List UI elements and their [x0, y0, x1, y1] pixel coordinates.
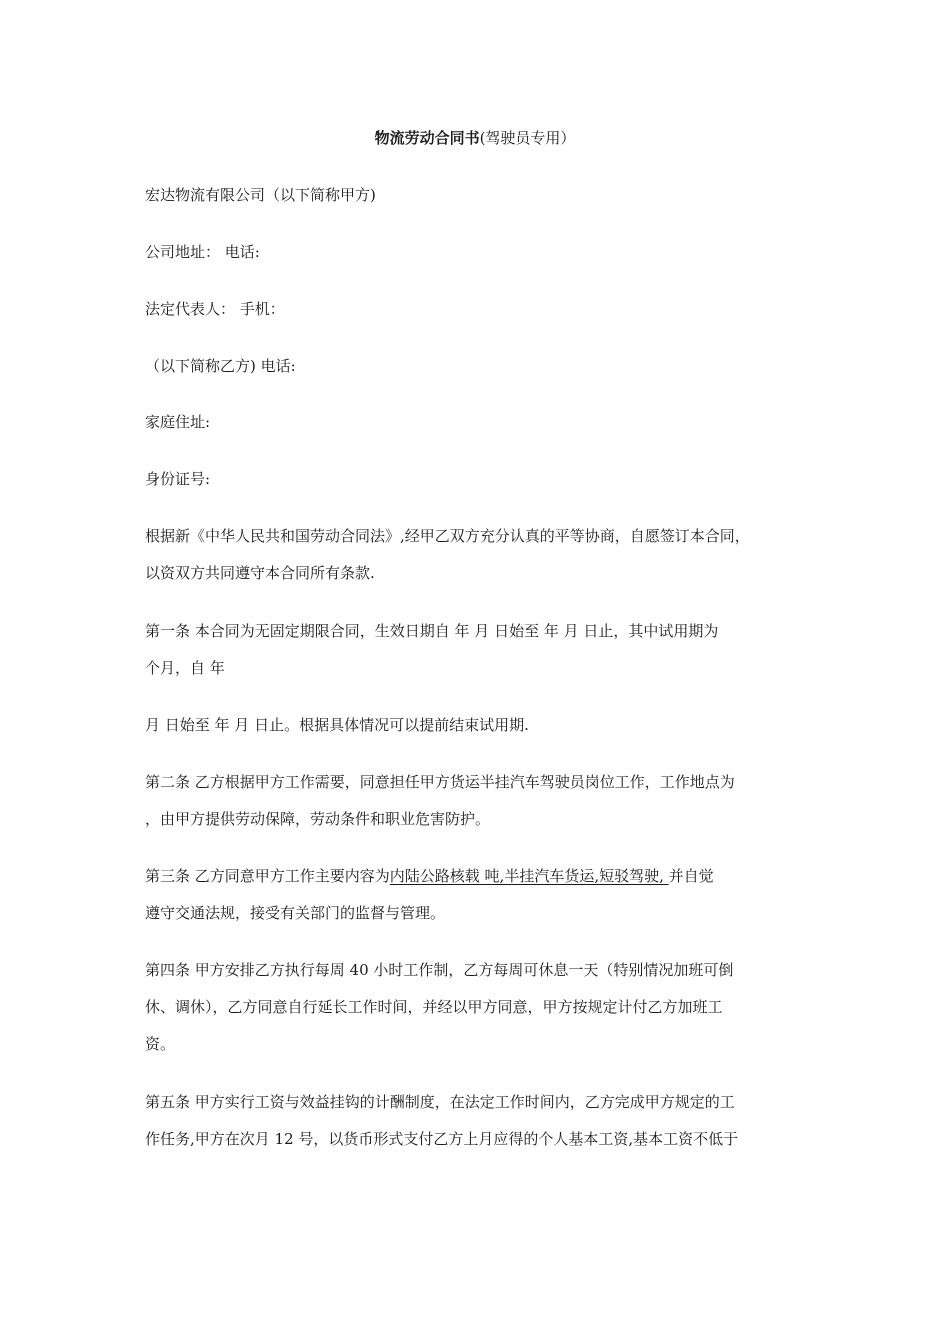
article1-line-1: 第一条 本合同为无固定期限合同，生效日期自 年 月 日始至 年 月 日止，其中试用期为 [145, 622, 719, 640]
article1-continuation: 月 日始至 年 月 日止。根据具体情况可以提前结束试用期. [145, 716, 529, 734]
article4-line-1: 第四条 甲方安排乙方执行每周 40 小时工作制，乙方每周可休息一天（特别情况加班可倒 [145, 961, 734, 979]
article5-line-1: 第五条 甲方实行工资与效益挂钩的计酬制度，在法定工作时间内，乙方完成甲方规定的工 [145, 1093, 735, 1111]
home-address-line: 家庭住址: [145, 413, 211, 431]
article3-line-1 [145, 865, 825, 887]
article2-line-1: 第二条 乙方根据甲方工作需要，同意担任甲方货运半挂汽车驾驶员岗位工作，工作地点为 [145, 773, 735, 791]
intro-line-2: 以资双方共同遵守本合同所有条款. [145, 564, 375, 582]
article5-line-2: 作任务,甲方在次月 12 号，以货币形式支付乙方上月应得的个人基本工资,基本工资不低于 [145, 1130, 739, 1148]
article3-line-2: 遵守交通法规，接受有关部门的监督与管理。 [145, 904, 446, 922]
article3-suffix: 并自觉 [668, 867, 714, 885]
article3-prefix: 第三条 乙方同意甲方工作主要内容为 [145, 867, 390, 885]
company-line: 宏达物流有限公司（以下简称甲方) [145, 186, 376, 204]
article3-underlined-text: 内陆公路核载 吨,半挂汽车货运,短驳驾驶, [389, 867, 669, 885]
article2-line-2: ，由甲方提供劳动保障，劳动条件和职业危害防护。 [145, 810, 491, 828]
intro-line-1: 根据新《中华人民共和国劳动合同法》,经甲乙双方充分认真的平等协商，自愿签订本合同， [145, 527, 750, 545]
representative-line: 法定代表人： 手机： [145, 300, 285, 318]
title-sub: (驾驶员专用） [479, 129, 576, 147]
article1-line-2: 个月，自 年 [145, 659, 225, 677]
title-main: 物流劳动合同书 [374, 129, 480, 147]
article4-line-2: 休、调休），乙方同意自行延长工作时间，并经以甲方同意，甲方按规定计付乙方加班工 [145, 998, 723, 1016]
address-line: 公司地址： 电话: [145, 243, 260, 261]
article4-line-3: 资。 [145, 1035, 176, 1053]
party-b-line: （以下简称乙方) 电话: [145, 357, 296, 375]
document-title [0, 127, 950, 149]
id-number-line: 身份证号: [145, 470, 211, 488]
